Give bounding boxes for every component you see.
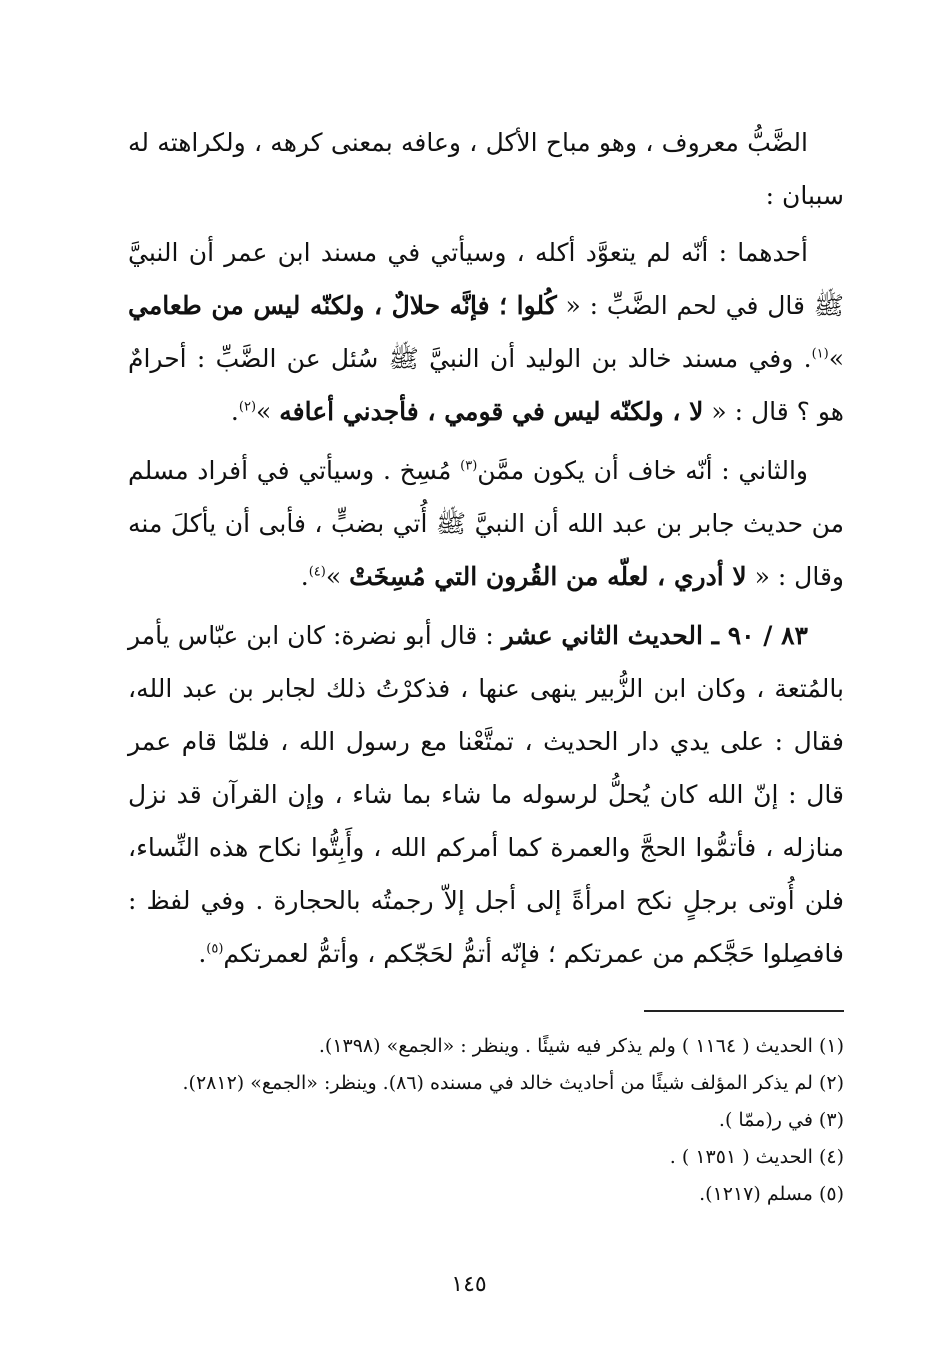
page-number: ١٤٥ [451,1272,487,1297]
paragraph-second-reason [128,444,844,603]
text-run: » [256,397,280,426]
footnote-3: (٣) في ر(ممّا ). [718,1109,844,1131]
hadith-quote: لا أدري ، لعلّه من القُرون التي مُسِخَتْ [349,562,747,591]
text-run: . [198,939,207,968]
text-run: . [230,397,239,426]
paragraph-first-reason [128,226,844,438]
hadith-quote: كُلوا ؛ فإنَّه حلالٌ ، ولكنّه ليس من طعامي [128,291,557,320]
footnote-5: (٥) مسلم (١٢١٧). [699,1183,844,1205]
text-run: . وفي مسند خالد بن الوليد أن النبيَّ ﷺ سُئل عن الضَّبِّ : أحرامٌ هو ؟ قال : « [128,344,844,426]
text-run: مُسِخ . وسيأتي في أفراد مسلم من حديث جابر بن عبد الله أن النبيَّ ﷺ أُتي بضبٍّ ، فأبى أن يأكلَ منه وقال : « [128,456,844,591]
hadith-heading: ٨٣ / ٩٠ ـ الحديث الثاني عشر [501,621,808,650]
footnote-ref-2[interactable]: (٢) [238,399,257,415]
text-run: » [325,562,350,591]
paragraph-text: الضَّبُّ معروف ، وهو مباح الأكل ، وعافه بمعنى كرهه ، ولكراهته له سببان : [128,128,844,210]
footnote-ref-5[interactable]: (٥) [206,941,224,957]
text-run: : قال أبو نضرة: كان ابن عبّاس يأمر بالمُتعة ، وكان ابن الزُّبير ينهى عنها ، فذكرْتُ ذلك لجابر بن عبد الله، فقال : على يدي دار الحديث ، تمتَّعْنا مع رسول الله ، فلمّا قام عمر قال : إنّ الله كان يُحلُّ لرسوله ما شاء بما شاء ، وإن القرآن قد نزل منازله ، فأتمُّوا الحجَّ والعمرة كما أمركم الله ، وأَبِتُّوا نكاح هذه النِّساء، فلن أُوتى برجلٍ نكح امرأةً إلى أجل إلاّ رجمتُه بالحجارة . وفي لفظ : فافصِلوا حَجَّكم من عمرتكم ؛ فإنّه أتمُّ لحَجّكم ، وأتمُّ لعمرتكم [128,621,844,968]
main-text [128,116,844,986]
footnote-separator [644,1010,844,1012]
footnote-4: (٤) الحديث ( ١٣٥١ ) . [669,1146,844,1168]
text-run: أحدهما : أنّه لم يتعوَّد أكله ، وسيأتي في مسند ابن عمر أن النبيَّ ﷺ قال في لحم الضَّبِّ : « [128,238,844,320]
paragraph-dabb-intro [128,116,844,222]
footnote-ref-1[interactable]: (١) [811,346,829,362]
footnote-1: (١) الحديث ( ١١٦٤ ) ولم يذكر فيه شيئًا . وينظر : «الجمع» (١٣٩٨). [318,1035,844,1057]
hadith-quote: لا ، ولكنّه ليس في قومي ، فأجدني أعافه [279,397,704,426]
text-run: والثاني : أنّه خاف أن يكون ممَّن [477,456,808,485]
footnotes [128,1028,844,1213]
footnote-ref-3[interactable]: (٣) [460,458,478,474]
footnote-ref-4[interactable]: (٤) [308,564,326,580]
text-run: » [828,344,844,373]
paragraph-hadith-twelve [128,609,844,980]
footnote-2: (٢) لم يذكر المؤلف شيئًا من أحاديث خالد في مسنده (٨٦). وينظر: «الجمع» (٢٨١٢). [182,1072,844,1094]
text-run: . [300,562,309,591]
